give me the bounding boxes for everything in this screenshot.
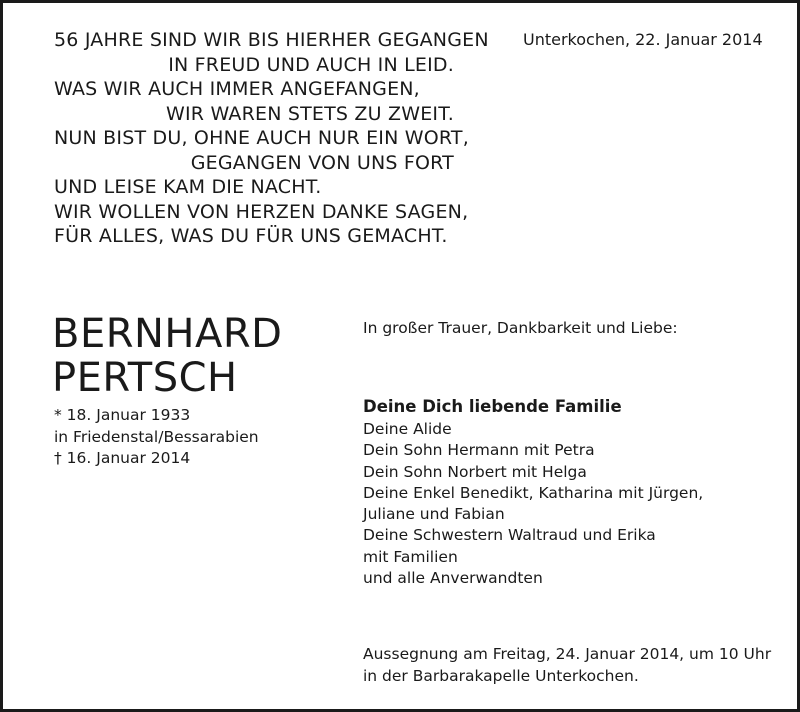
deceased-first-name: BERNHARD <box>52 311 283 357</box>
poem-line: FÜR ALLES, WAS DU FÜR UNS GEMACHT. <box>54 225 448 247</box>
death-date: † 16. Januar 2014 <box>54 449 191 467</box>
deceased-last-name: PERTSCH <box>52 355 238 401</box>
family-member: mit Familien <box>363 547 458 566</box>
place-date: Unterkochen, 22. Januar 2014 <box>523 30 763 49</box>
birthplace: in Friedenstal/Bessarabien <box>54 427 259 446</box>
deceased-name <box>52 312 282 400</box>
family-member: Deine Alide <box>363 420 452 438</box>
life-dates <box>54 405 259 470</box>
family-member: Dein Sohn Hermann mit Petra <box>363 441 595 460</box>
poem <box>54 28 489 249</box>
poem-line: UND LEISE KAM DIE NACHT. <box>54 176 322 198</box>
family-member: Deine Enkel Benedikt, Katharina mit Jürgen, <box>363 483 704 502</box>
family-member: Dein Sohn Norbert mit Helga <box>363 462 587 481</box>
family-member: Juliane und Fabian <box>363 505 505 524</box>
family-member: Deine Schwestern Waltraud und Erika <box>363 526 656 545</box>
poem-line: GEGANGEN VON UNS FORT <box>190 151 454 174</box>
poem-line: WIR WAREN STETS ZU ZWEIT. <box>166 102 454 125</box>
mourning-text: In großer Trauer, Dankbarkeit und Liebe: <box>363 319 678 337</box>
service-line-2: in der Barbarakapelle Unterkochen. <box>363 666 639 685</box>
poem-line: WIR WOLLEN VON HERZEN DANKE SAGEN, <box>54 200 469 223</box>
family-heading: Deine Dich liebende Familie <box>363 397 622 416</box>
family-member: und alle Anverwandten <box>363 569 543 588</box>
family-list <box>363 419 703 589</box>
poem-line: IN FREUD UND AUCH IN LEID. <box>168 53 454 76</box>
poem-line: 56 JAHRE SIND WIR BIS HIERHER GEGANGEN <box>54 29 489 51</box>
poem-line: WAS WIR AUCH IMMER ANGEFANGEN, <box>54 78 420 100</box>
service-line-1: Aussegnung am Freitag, 24. Januar 2014, um 10 Uhr <box>363 645 772 663</box>
poem-line: NUN BIST DU, OHNE AUCH NUR EIN WORT, <box>54 127 469 149</box>
service-info <box>363 644 771 687</box>
birth-date: * 18. Januar 1933 <box>54 406 191 424</box>
